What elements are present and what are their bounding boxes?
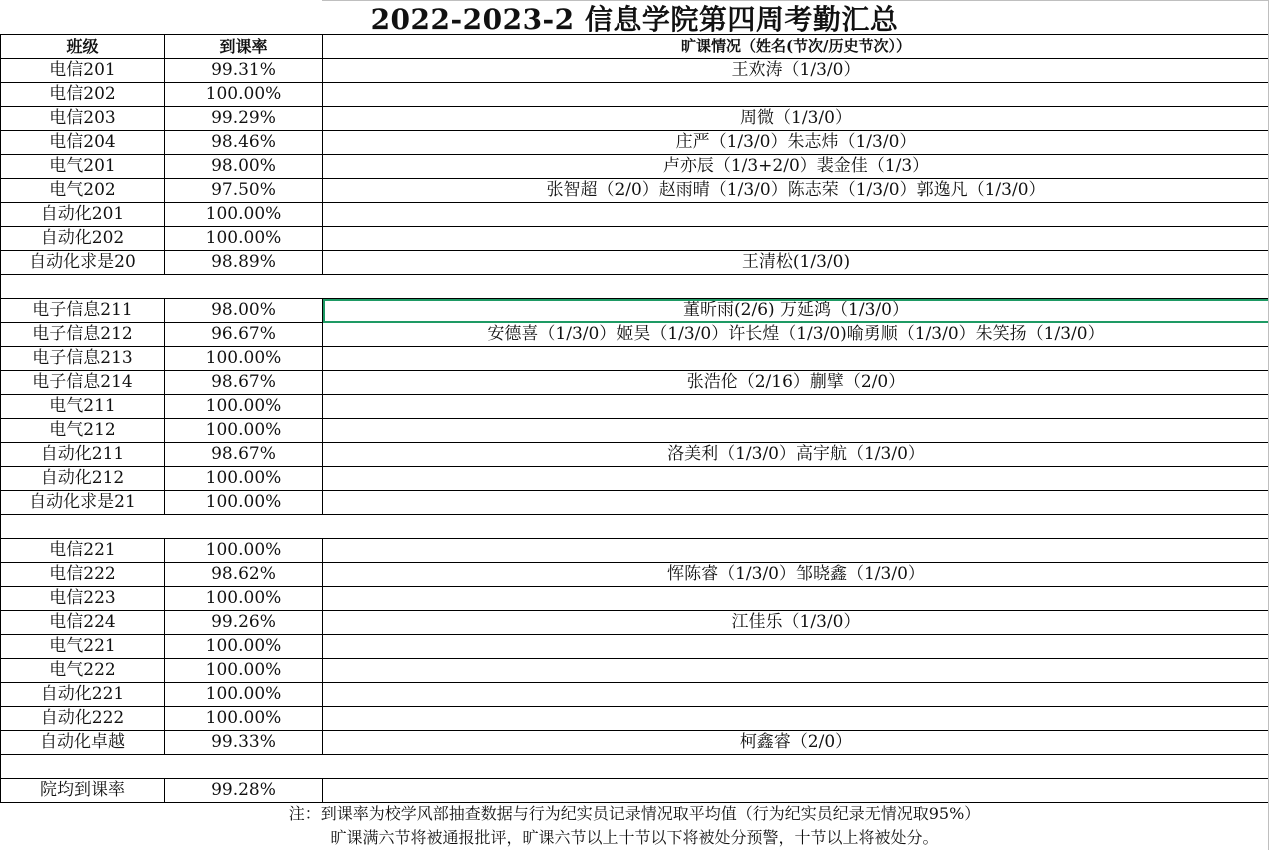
footnote-line-2[interactable]: 旷课满六节将被通报批评，旷课六节以上十节以下将被处分预警，十节以上将被处分。 bbox=[330, 828, 939, 847]
cell-class[interactable]: 自动化221 bbox=[1, 683, 165, 707]
table-row bbox=[1, 155, 1269, 179]
cell-rate[interactable]: 99.31% bbox=[165, 59, 323, 83]
table-row bbox=[1, 539, 1269, 563]
cell-class[interactable]: 院均到课率 bbox=[1, 779, 165, 803]
cell-rate[interactable] bbox=[165, 275, 323, 299]
cell-rate[interactable]: 98.89% bbox=[165, 251, 323, 275]
sheet-title[interactable]: 2022-2023-2 信息学院第四周考勤汇总 bbox=[0, 0, 1269, 35]
cell-absence[interactable] bbox=[323, 659, 1269, 683]
table-row bbox=[1, 467, 1269, 491]
table-row bbox=[1, 611, 1269, 635]
header-rate[interactable]: 到课率 bbox=[165, 35, 323, 59]
spacer-row bbox=[1, 755, 1269, 779]
cell-absence[interactable] bbox=[323, 587, 1269, 611]
header-row bbox=[1, 35, 1269, 59]
cell-absence[interactable] bbox=[323, 203, 1269, 227]
cell-rate[interactable]: 97.50% bbox=[165, 179, 323, 203]
table-row bbox=[1, 587, 1269, 611]
cell-absence[interactable]: 张智超（2/0）赵雨晴（1/3/0）陈志荣（1/3/0）郭逸凡（1/3/0） bbox=[323, 179, 1269, 203]
cell-class[interactable]: 电子信息211 bbox=[1, 299, 165, 323]
cell-class[interactable]: 电信204 bbox=[1, 131, 165, 155]
cell-class[interactable]: 自动化求是21 bbox=[1, 491, 165, 515]
table-row bbox=[1, 635, 1269, 659]
cell-absence[interactable] bbox=[323, 707, 1269, 731]
cell-rate[interactable]: 98.67% bbox=[165, 443, 323, 467]
cell-rate[interactable]: 100.00% bbox=[165, 587, 323, 611]
table-row bbox=[1, 707, 1269, 731]
cell-absence[interactable]: 安德喜（1/3/0）姬昊（1/3/0）许长煌（1/3/0)喻勇顺（1/3/0）朱笑扬（1/3/0） bbox=[323, 323, 1269, 347]
gridline bbox=[322, 0, 1269, 1]
cell-absence[interactable] bbox=[323, 467, 1269, 491]
table-row bbox=[1, 395, 1269, 419]
table-row bbox=[1, 323, 1269, 347]
table-row bbox=[1, 299, 1269, 323]
cell-absence[interactable]: 恽陈睿（1/3/0）邹晓鑫（1/3/0） bbox=[323, 563, 1269, 587]
cell-class[interactable]: 电信202 bbox=[1, 83, 165, 107]
cell-rate[interactable] bbox=[165, 515, 323, 539]
cell-rate[interactable]: 96.67% bbox=[165, 323, 323, 347]
table-row bbox=[1, 371, 1269, 395]
cell-rate[interactable]: 99.26% bbox=[165, 611, 323, 635]
table-row bbox=[1, 443, 1269, 467]
cell-rate[interactable]: 98.67% bbox=[165, 371, 323, 395]
cell-rate[interactable]: 100.00% bbox=[165, 227, 323, 251]
cell-rate[interactable]: 99.28% bbox=[165, 779, 323, 803]
cell-class[interactable]: 电子信息214 bbox=[1, 371, 165, 395]
cell-absence[interactable]: 张浩伦（2/16）蒯擘（2/0） bbox=[323, 371, 1269, 395]
cell-absence[interactable]: 洛美利（1/3/0）高宇航（1/3/0） bbox=[323, 443, 1269, 467]
footnote bbox=[0, 802, 1269, 850]
cell-absence[interactable]: 王欢涛（1/3/0） bbox=[323, 59, 1269, 83]
cell-absence[interactable] bbox=[323, 779, 1269, 803]
cell-rate[interactable]: 100.00% bbox=[165, 395, 323, 419]
cell-rate[interactable]: 100.00% bbox=[165, 707, 323, 731]
cell-absence[interactable] bbox=[323, 419, 1269, 443]
cell-class[interactable] bbox=[1, 755, 165, 779]
cell-rate[interactable]: 100.00% bbox=[165, 659, 323, 683]
cell-absence[interactable] bbox=[323, 395, 1269, 419]
table-row bbox=[1, 659, 1269, 683]
cell-class[interactable]: 电信201 bbox=[1, 59, 165, 83]
cell-class[interactable]: 电气201 bbox=[1, 155, 165, 179]
cell-class[interactable]: 电信222 bbox=[1, 563, 165, 587]
table-row bbox=[1, 203, 1269, 227]
cell-class[interactable]: 自动化求是20 bbox=[1, 251, 165, 275]
cell-class[interactable]: 自动化222 bbox=[1, 707, 165, 731]
cell-absence[interactable]: 庄严（1/3/0）朱志炜（1/3/0） bbox=[323, 131, 1269, 155]
cell-rate[interactable]: 98.46% bbox=[165, 131, 323, 155]
table-row bbox=[1, 227, 1269, 251]
cell-class[interactable]: 自动化201 bbox=[1, 203, 165, 227]
cell-absence[interactable] bbox=[323, 635, 1269, 659]
cell-class[interactable]: 电气222 bbox=[1, 659, 165, 683]
cell-rate[interactable]: 100.00% bbox=[165, 347, 323, 371]
cell-class[interactable]: 电气221 bbox=[1, 635, 165, 659]
table-row bbox=[1, 563, 1269, 587]
cell-absence[interactable] bbox=[323, 491, 1269, 515]
cell-absence[interactable]: 周微（1/3/0） bbox=[323, 107, 1269, 131]
cell-absence[interactable] bbox=[323, 227, 1269, 251]
cell-rate[interactable]: 98.00% bbox=[165, 299, 323, 323]
cell-class[interactable]: 电气212 bbox=[1, 419, 165, 443]
cell-rate[interactable]: 100.00% bbox=[165, 467, 323, 491]
cell-absence[interactable]: 江佳乐（1/3/0） bbox=[323, 611, 1269, 635]
cell-rate[interactable]: 98.00% bbox=[165, 155, 323, 179]
cell-rate[interactable]: 100.00% bbox=[165, 83, 323, 107]
table-row bbox=[1, 107, 1269, 131]
cell-class[interactable]: 电信221 bbox=[1, 539, 165, 563]
cell-rate[interactable]: 99.29% bbox=[165, 107, 323, 131]
header-class[interactable]: 班级 bbox=[1, 35, 165, 59]
table-row bbox=[1, 59, 1269, 83]
table-row bbox=[1, 131, 1269, 155]
cell-class[interactable]: 自动化卓越 bbox=[1, 731, 165, 755]
cell-class[interactable]: 电子信息212 bbox=[1, 323, 165, 347]
cell-absence[interactable] bbox=[323, 275, 1269, 299]
cell-class[interactable]: 电气202 bbox=[1, 179, 165, 203]
table-row bbox=[1, 83, 1269, 107]
table-row bbox=[1, 731, 1269, 755]
cell-class[interactable]: 电信224 bbox=[1, 611, 165, 635]
cell-rate[interactable] bbox=[165, 755, 323, 779]
cell-class[interactable]: 电气211 bbox=[1, 395, 165, 419]
table-row bbox=[1, 347, 1269, 371]
cell-rate[interactable]: 100.00% bbox=[165, 683, 323, 707]
cell-absence[interactable]: 王清松(1/3/0) bbox=[323, 251, 1269, 275]
cell-rate[interactable]: 98.62% bbox=[165, 563, 323, 587]
cell-absence[interactable] bbox=[323, 539, 1269, 563]
cell-class[interactable]: 电信203 bbox=[1, 107, 165, 131]
cell-class[interactable]: 自动化211 bbox=[1, 443, 165, 467]
cell-absence[interactable] bbox=[323, 83, 1269, 107]
cell-class[interactable]: 自动化202 bbox=[1, 227, 165, 251]
cell-rate[interactable]: 100.00% bbox=[165, 419, 323, 443]
spacer-row bbox=[1, 275, 1269, 299]
cell-class[interactable]: 自动化212 bbox=[1, 467, 165, 491]
cell-rate[interactable]: 100.00% bbox=[165, 635, 323, 659]
table-row bbox=[1, 683, 1269, 707]
cell-absence[interactable] bbox=[323, 515, 1269, 539]
table-row bbox=[1, 179, 1269, 203]
cell-absence[interactable] bbox=[323, 755, 1269, 779]
cell-absence[interactable]: 董昕雨(2/6) 万延鸿（1/3/0） bbox=[323, 299, 1269, 323]
attendance-table bbox=[0, 34, 1269, 803]
header-absence[interactable]: 旷课情况（姓名(节次/历史节次）） bbox=[323, 35, 1269, 59]
cell-class[interactable]: 电信223 bbox=[1, 587, 165, 611]
spacer-row bbox=[1, 515, 1269, 539]
table-row bbox=[1, 779, 1269, 803]
cell-class[interactable]: 电子信息213 bbox=[1, 347, 165, 371]
cell-rate[interactable]: 99.33% bbox=[165, 731, 323, 755]
cell-absence[interactable] bbox=[323, 683, 1269, 707]
footnote-line-1[interactable]: 注：到课率为校学风部抽查数据与行为纪实员记录情况取平均值（行为纪实员纪录无情况取95%） bbox=[288, 804, 981, 823]
cell-rate[interactable]: 100.00% bbox=[165, 203, 323, 227]
cell-class[interactable] bbox=[1, 515, 165, 539]
cell-absence[interactable]: 柯鑫睿（2/0） bbox=[323, 731, 1269, 755]
cell-class[interactable] bbox=[1, 275, 165, 299]
cell-rate[interactable]: 100.00% bbox=[165, 491, 323, 515]
cell-absence[interactable]: 卢亦辰（1/3+2/0）裴金佳（1/3） bbox=[323, 155, 1269, 179]
cell-rate[interactable]: 100.00% bbox=[165, 539, 323, 563]
table-row bbox=[1, 419, 1269, 443]
table-row bbox=[1, 251, 1269, 275]
cell-absence[interactable] bbox=[323, 347, 1269, 371]
table-row bbox=[1, 491, 1269, 515]
